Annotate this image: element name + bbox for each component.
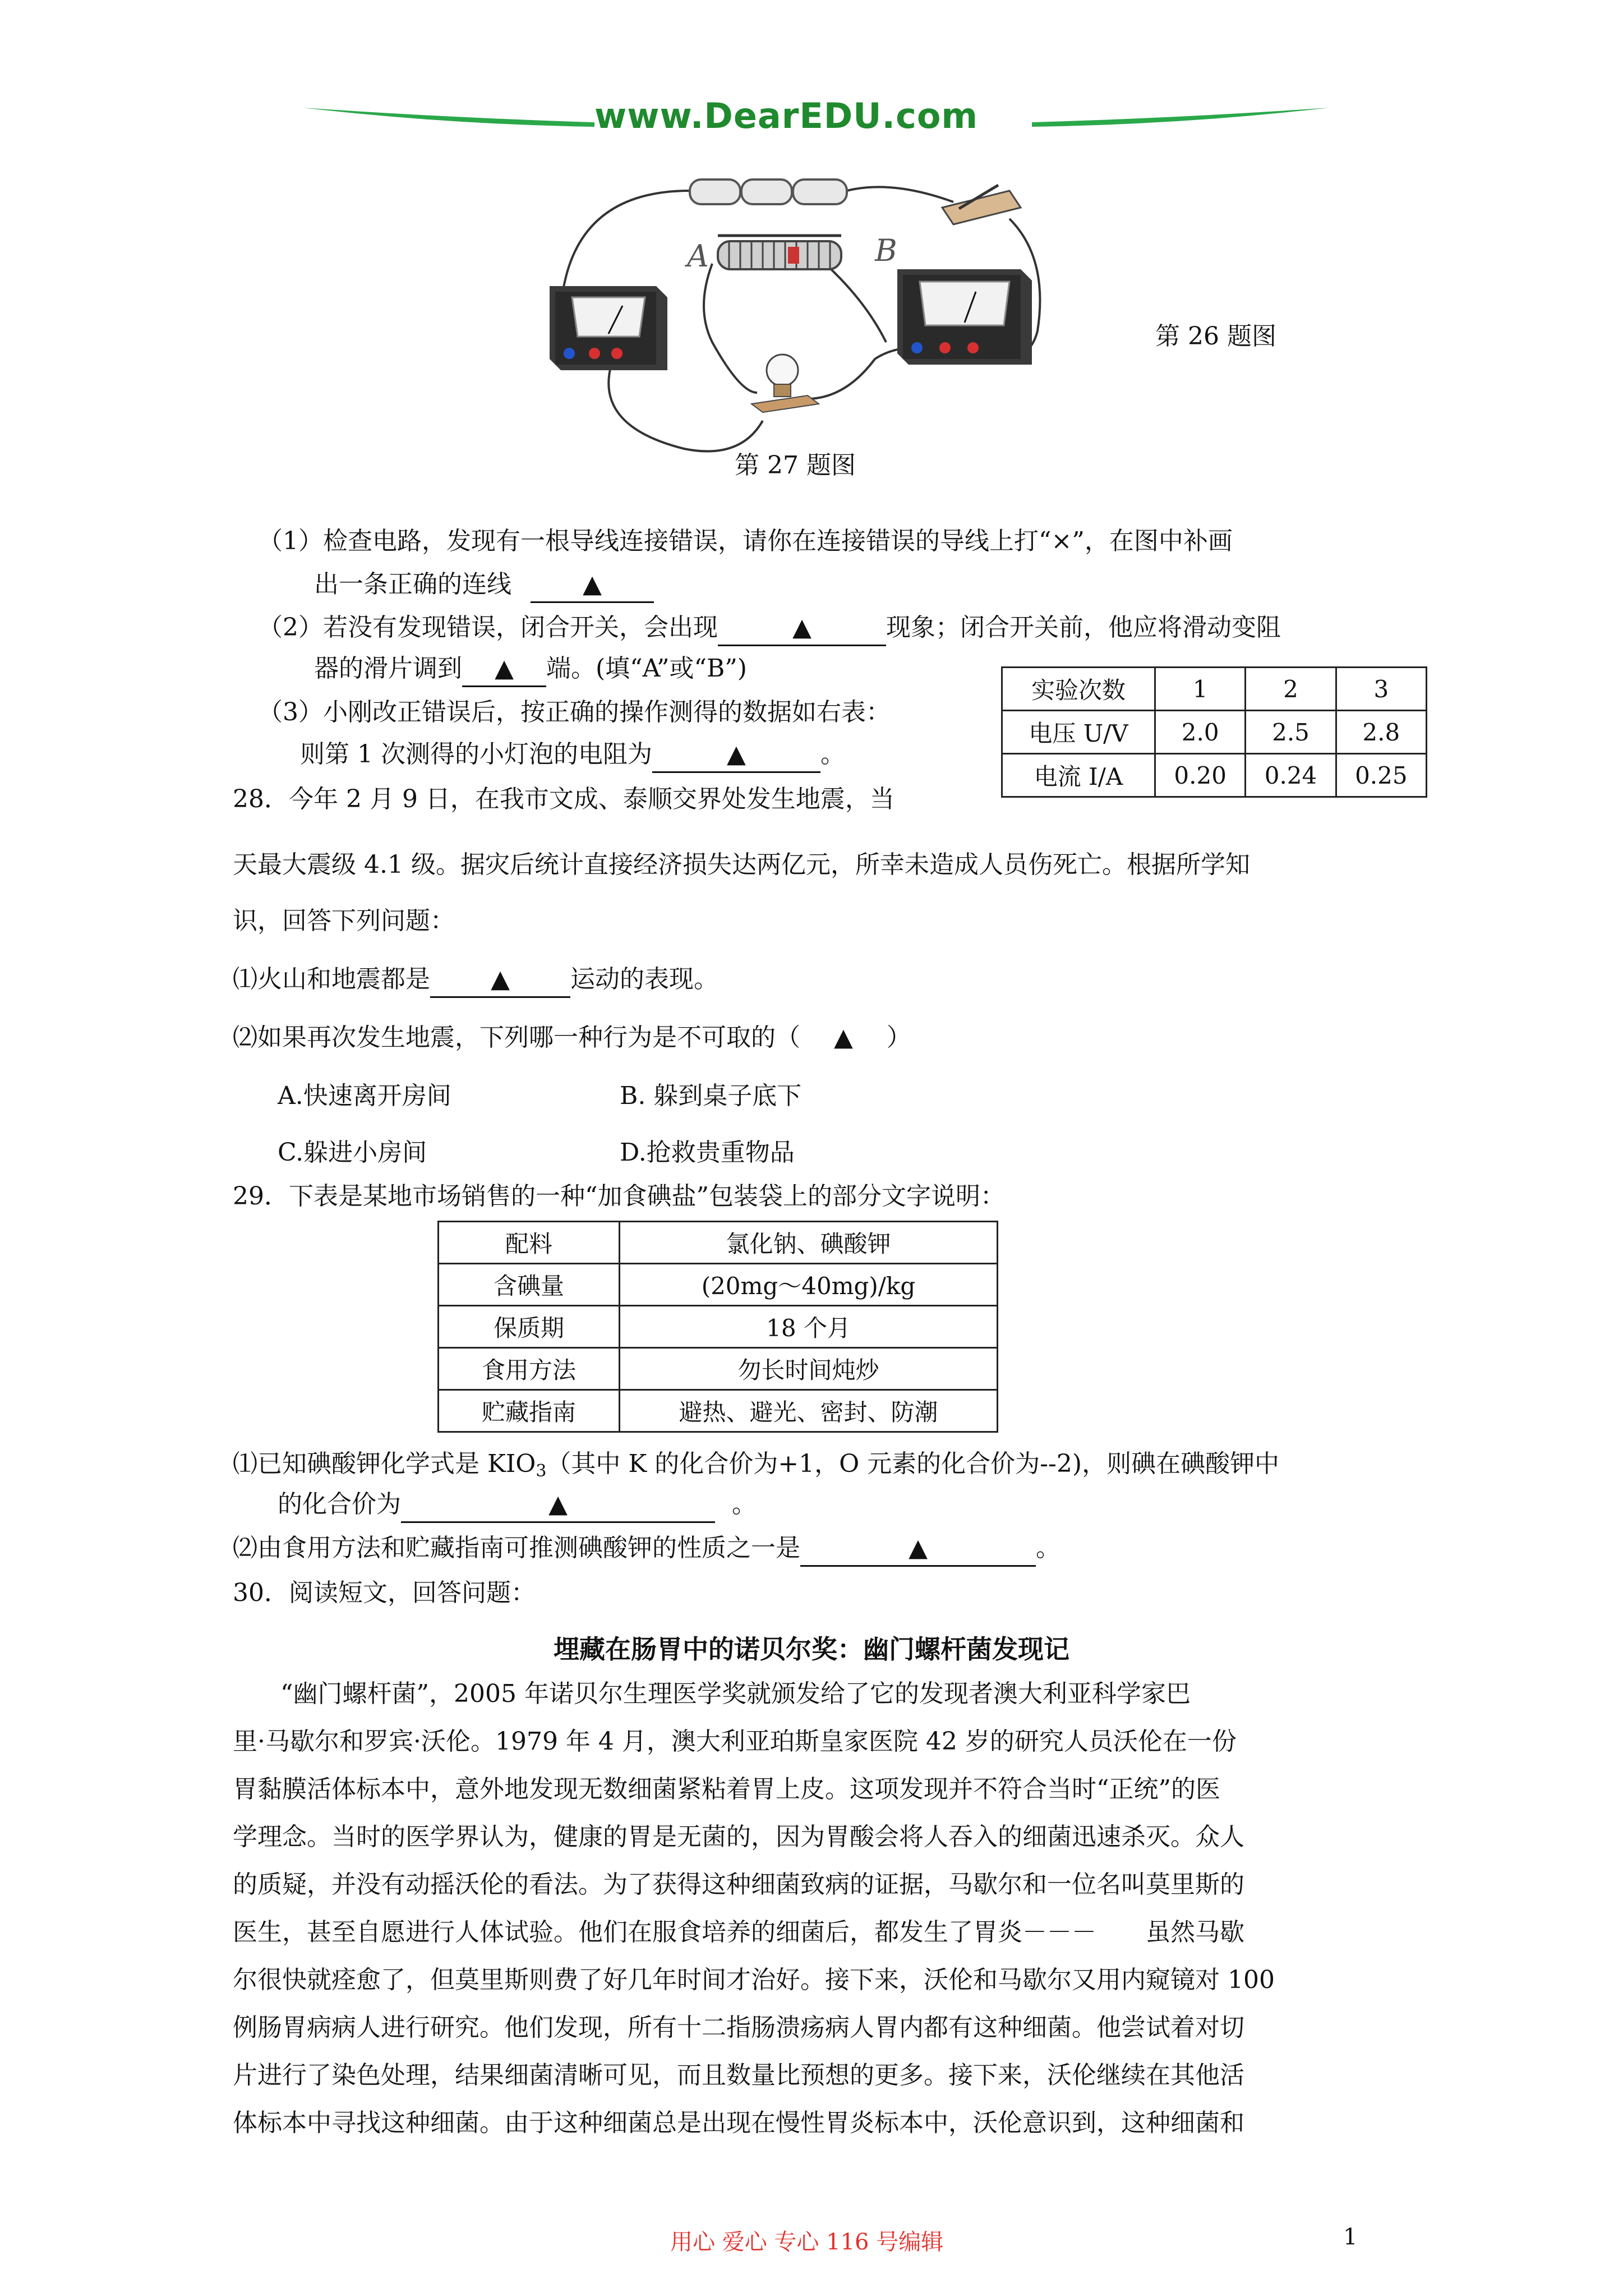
q28-line2: 天最大震级 4.1 级。据灾后统计直接经济损失达两亿元，所幸未造成人员伤死亡。根据所学知 <box>233 850 1250 879</box>
ammeter <box>897 269 1032 365</box>
wire <box>819 258 886 342</box>
wire <box>704 264 757 393</box>
table-header: 1 <box>1155 668 1246 711</box>
passage-line: “幽门螺杆菌”，2005 年诺贝尔生理医学奖就颁发给了它的发现者澳大利亚科学家巴 <box>280 1680 1191 1708</box>
banner-swoosh-left <box>303 108 594 127</box>
lamp <box>751 355 819 412</box>
q28-line3: 识，回答下列问题： <box>233 907 455 935</box>
q29-s1: ⑴已知碘酸钾化学式是 $KIO_3$（其中 K 的化合价为+1，O 元素的化合价为--2)，则碘在碘酸钾中 <box>233 1450 1280 1481</box>
table-header: 3 <box>1336 668 1426 711</box>
table-row <box>1002 711 1427 754</box>
circuit-figure <box>527 157 1110 477</box>
q28-s2: ⑵如果再次发生地震，下列哪一种行为是不可取的（ ▲ ） <box>233 1023 911 1052</box>
q27-p3-line1: （3）小刚改正错误后，按正确的操作测得的数据如右表： <box>258 698 891 726</box>
table-header: 实验次数 <box>1002 668 1155 711</box>
q27-p1-line1: （1）检查电路，发现有一根导线连接错误，请你在连接错误的导线上打“×”，在图中补画 <box>258 527 1233 555</box>
table-cell: 18 个月 <box>620 1306 998 1348</box>
rheostat <box>718 236 841 269</box>
table-cell: 电流 I/A <box>1002 754 1155 797</box>
q28-option-b: B. 躲到桌子底下 <box>620 1082 802 1110</box>
page-number: 1 <box>1343 2224 1358 2250</box>
answer-mark[interactable]: ▲ <box>834 1023 853 1052</box>
table-cell: 2.0 <box>1155 711 1246 754</box>
experiment-table <box>1001 666 1427 798</box>
table-cell: (20mg～40mg)/kg <box>620 1264 998 1306</box>
table-cell: 电压 U/V <box>1002 711 1155 754</box>
answer-blank[interactable]: ▲ <box>401 1488 715 1523</box>
label-a: A <box>687 238 709 274</box>
table-cell: 避热、避光、密封、防潮 <box>620 1390 998 1432</box>
passage-line: 学理念。当时的医学界认为，健康的胃是无菌的，因为胃酸会将人吞入的细菌迅速杀灭。众人 <box>233 1823 1244 1851</box>
q27-p2-line2: 器的滑片调到 ▲ 端。(填“A”或“B”) <box>314 652 747 687</box>
q28-option-a: A.快速离开房间 <box>278 1082 451 1110</box>
table-row <box>1002 668 1427 711</box>
answer-blank[interactable]: ▲ <box>718 611 886 646</box>
answer-blank[interactable]: ▲ <box>531 568 654 603</box>
table-cell: 氯化钠、碘酸钾 <box>620 1222 998 1264</box>
q28-option-d: D.抢救贵重物品 <box>620 1138 795 1167</box>
table-cell: 2.8 <box>1336 711 1426 754</box>
table-cell: 贮藏指南 <box>439 1390 620 1432</box>
passage-line: 胃黏膜活体标本中，意外地发现无数细菌紧粘着胃上皮。这项发现并不符合当时“正统”的医 <box>233 1775 1220 1803</box>
battery-pack <box>690 180 847 204</box>
wire <box>847 187 953 202</box>
table-row <box>439 1264 998 1306</box>
q29-s2: ⑵由食用方法和贮藏指南可推测碘酸钾的性质之一是 ▲ 。 <box>233 1531 1061 1567</box>
table-cell: 食用方法 <box>439 1348 620 1390</box>
salt-table <box>437 1221 998 1433</box>
passage-line: 医生，甚至自愿进行人体试验。他们在服食培养的细菌后，都发生了胃炎－－－ 虽然马歇 <box>233 1918 1244 1947</box>
q27-p3-line2: 则第 1 次测得的小灯泡的电阻为 ▲ 。 <box>300 738 845 773</box>
passage-line: 体标本中寻找这种细菌。由于这种细菌总是出现在慢性胃炎标本中，沃伦意识到，这种细菌和 <box>233 2109 1244 2137</box>
table-row <box>439 1390 998 1432</box>
q28-option-c: C.躲进小房间 <box>278 1138 427 1167</box>
table-row <box>439 1306 998 1348</box>
q27-p2-line1: （2）若没有发现错误，闭合开关，会出现 ▲ 现象；闭合开关前，他应将滑动变阻 <box>258 611 1281 646</box>
passage-line: 例肠胃病病人进行研究。他们发现，所有十二指肠溃疡病人胃内都有这种细菌。他尝试着对切 <box>233 2013 1244 2042</box>
figure-caption-26: 第 26 题图 <box>1155 322 1276 351</box>
table-row <box>439 1348 998 1390</box>
passage-title: 埋藏在肠胃中的诺贝尔奖：幽门螺杆菌发现记 <box>554 1634 1069 1664</box>
table-cell: 保质期 <box>439 1306 620 1348</box>
table-row <box>439 1222 998 1264</box>
table-cell: 0.25 <box>1336 754 1426 797</box>
footer-editor: 用心 爱心 专心 116 号编辑 <box>670 2229 944 2255</box>
table-cell: 0.20 <box>1155 754 1246 797</box>
table-cell: 2.5 <box>1246 711 1336 754</box>
banner-swoosh-right <box>1032 108 1329 127</box>
answer-blank[interactable]: ▲ <box>462 652 546 687</box>
table-row <box>1002 754 1427 797</box>
table-cell: 0.24 <box>1246 754 1336 797</box>
passage-line: 里·马歇尔和罗宾·沃伦。1979 年 4 月，澳大利亚珀斯皇家医院 42 岁的研究人员沃伦在一份 <box>233 1727 1237 1756</box>
wire <box>796 348 914 399</box>
figure-caption-27: 第 27 题图 <box>735 451 856 480</box>
passage-line: 尔很快就痊愈了，但莫里斯则费了好几年时间才治好。接下来，沃伦和马歇尔又用内窥镜对 100 <box>233 1966 1275 1994</box>
q27-p1-line2: 出一条正确的连线 ▲ <box>314 568 654 603</box>
answer-blank[interactable]: ▲ <box>800 1531 1036 1567</box>
q28-line1: 28．今年 2 月 9 日，在我市文成、泰顺交界处发生地震，当 <box>233 785 895 813</box>
passage-line: 片进行了染色处理，结果细菌清晰可见，而且数量比预想的更多。接下来，沃伦继续在其他活 <box>233 2061 1244 2090</box>
wire <box>608 365 763 451</box>
table-header: 2 <box>1246 668 1336 711</box>
q30-intro: 30．阅读短文，回答问题： <box>233 1579 536 1607</box>
answer-blank[interactable]: ▲ <box>430 963 570 998</box>
site-banner[interactable]: www.DearEDU.com <box>594 95 979 136</box>
table-cell: 配料 <box>439 1222 620 1264</box>
q28-s1: ⑴火山和地震都是 ▲ 运动的表现。 <box>233 963 718 998</box>
label-b: B <box>875 233 897 268</box>
voltmeter <box>550 286 667 370</box>
table-cell: 含碘量 <box>439 1264 620 1306</box>
answer-blank[interactable]: ▲ <box>652 738 820 773</box>
q29-intro: 29．下表是某地市场销售的一种“加食碘盐”包装袋上的部分文字说明： <box>233 1182 1005 1211</box>
q29-s1-line2: 的化合价为 ▲ 。 <box>278 1488 757 1523</box>
switch <box>942 185 1021 224</box>
passage-line: 的质疑，并没有动摇沃伦的看法。为了获得这种细菌致病的证据，马歇尔和一位名叫莫里斯的 <box>233 1870 1244 1899</box>
table-cell: 勿长时间炖炒 <box>620 1348 998 1390</box>
